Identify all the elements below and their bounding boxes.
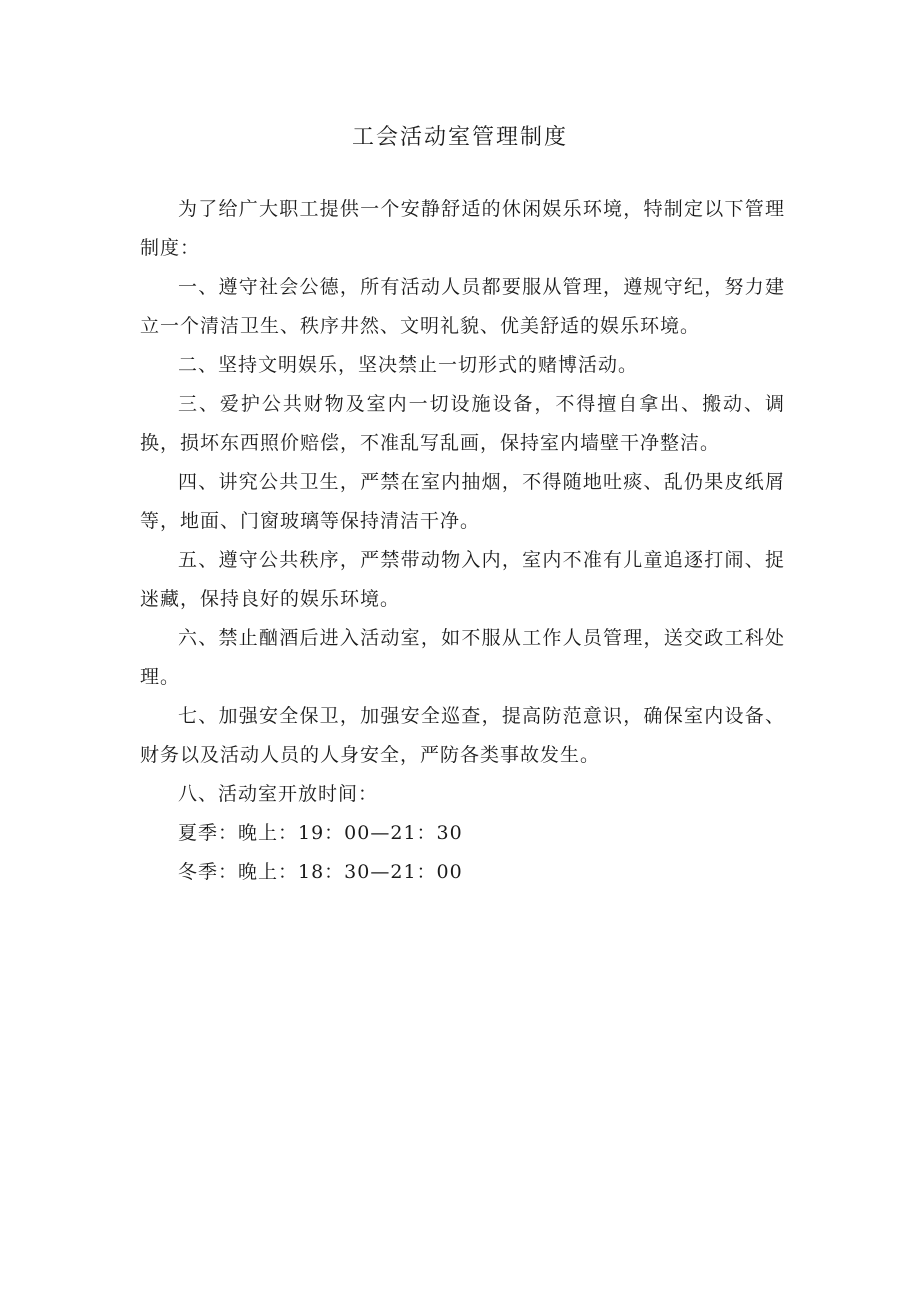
winter-hours: 冬季：晚上：18：30—21：00 [178,861,463,883]
intro-paragraph: 为了给广大职工提供一个安静舒适的休闲娱乐环境，特制定以下管理制度： [140,198,785,259]
document-title: 工会活动室管理制度 [351,125,568,150]
rule-4-paragraph: 四、讲究公共卫生，严禁在室内抽烟，不得随地吐痰、乱仍果皮纸屑等，地面、门窗玻璃等保持清洁干净。 [140,471,785,532]
rule-6-paragraph: 六、禁止酗酒后进入活动室，如不服从工作人员管理，送交政工科处理。 [140,627,785,688]
rule-8-paragraph: 八、活动室开放时间： [178,783,379,805]
rule-7-paragraph: 七、加强安全保卫，加强安全巡查，提高防范意识，确保室内设备、财务以及活动人员的人身安全，严防各类事故发生。 [140,705,785,766]
document-body [140,190,785,892]
rule-2-paragraph: 二、坚持文明娱乐，坚决禁止一切形式的赌博活动。 [178,354,639,376]
summer-hours: 夏季：晚上：19：00—21：30 [178,822,463,844]
rule-5-paragraph: 五、遵守公共秩序，严禁带动物入内，室内不准有儿童追逐打闹、捉迷藏，保持良好的娱乐环境。 [140,549,785,610]
rule-1-paragraph: 一、遵守社会公德，所有活动人员都要服从管理，遵规守纪，努力建立一个清洁卫生、秩序井然、文明礼貌、优美舒适的娱乐环境。 [140,276,785,337]
rule-3-paragraph: 三、爱护公共财物及室内一切设施设备，不得擅自拿出、搬动、调换，损坏东西照价赔偿，不准乱写乱画，保持室内墙壁干净整洁。 [140,393,785,454]
